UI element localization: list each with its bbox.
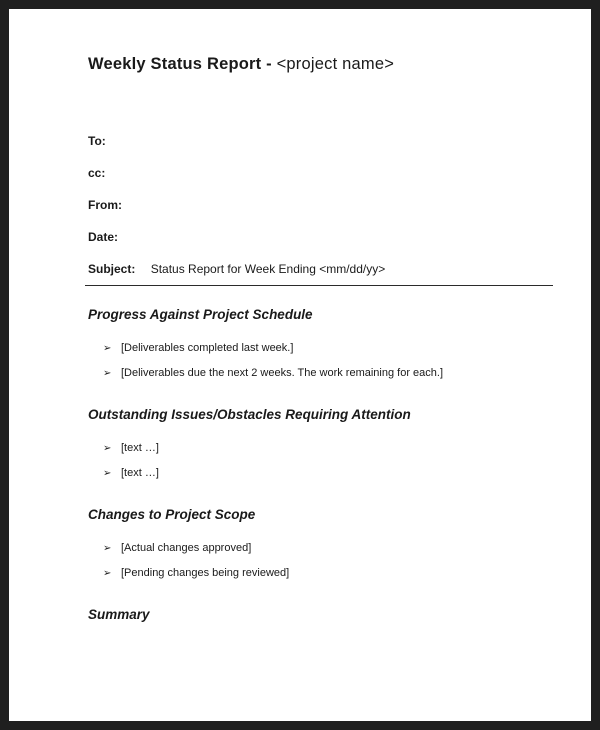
arrow-bullet-icon: ➢	[103, 368, 112, 379]
list-item-text: [text …]	[121, 442, 159, 454]
page-title-main: Weekly Status Report -	[88, 55, 277, 73]
list-item	[103, 441, 553, 456]
section-changes	[88, 506, 553, 581]
list-item-text: [Deliverables completed last week.]	[121, 342, 294, 354]
list-item	[103, 541, 553, 556]
arrow-bullet-icon: ➢	[103, 543, 112, 554]
section-title: Progress Against Project Schedule	[88, 307, 313, 322]
field-subject	[88, 262, 553, 276]
field-date	[88, 230, 553, 244]
section-issues	[88, 406, 553, 481]
header-fields	[88, 134, 553, 286]
project-name-placeholder: <project name>	[276, 55, 395, 73]
field-to	[88, 134, 553, 148]
field-cc-label: cc:	[88, 166, 106, 180]
list-item-text: [Deliverables due the next 2 weeks. The work remaining for each.]	[121, 367, 444, 379]
list-item	[103, 341, 553, 356]
arrow-bullet-icon: ➢	[103, 468, 112, 479]
field-cc	[88, 166, 553, 180]
report-page	[9, 9, 591, 721]
field-subject-label: Subject:	[88, 262, 136, 276]
field-from-label: From:	[88, 198, 122, 212]
field-to-label: To:	[88, 134, 106, 148]
subject-divider	[85, 285, 553, 286]
section-title: Outstanding Issues/Obstacles Requiring Attention	[88, 407, 411, 422]
section-title: Changes to Project Scope	[88, 507, 256, 522]
arrow-bullet-icon: ➢	[103, 343, 112, 354]
list-item-text: [text …]	[121, 467, 159, 479]
list-item	[103, 566, 553, 581]
field-date-label: Date:	[88, 230, 119, 244]
section-progress	[88, 306, 553, 381]
list-item-text: [Pending changes being reviewed]	[121, 567, 290, 579]
list-item-text: [Actual changes approved]	[121, 542, 252, 554]
field-from	[88, 198, 553, 212]
arrow-bullet-icon: ➢	[103, 443, 112, 454]
page-title	[88, 55, 553, 74]
subject-value: Status Report for Week Ending <mm/dd/yy>	[150, 262, 386, 276]
section-title: Summary	[88, 607, 150, 622]
section-summary	[88, 606, 553, 623]
arrow-bullet-icon: ➢	[103, 568, 112, 579]
list-item	[103, 466, 553, 481]
list-item	[103, 366, 553, 381]
